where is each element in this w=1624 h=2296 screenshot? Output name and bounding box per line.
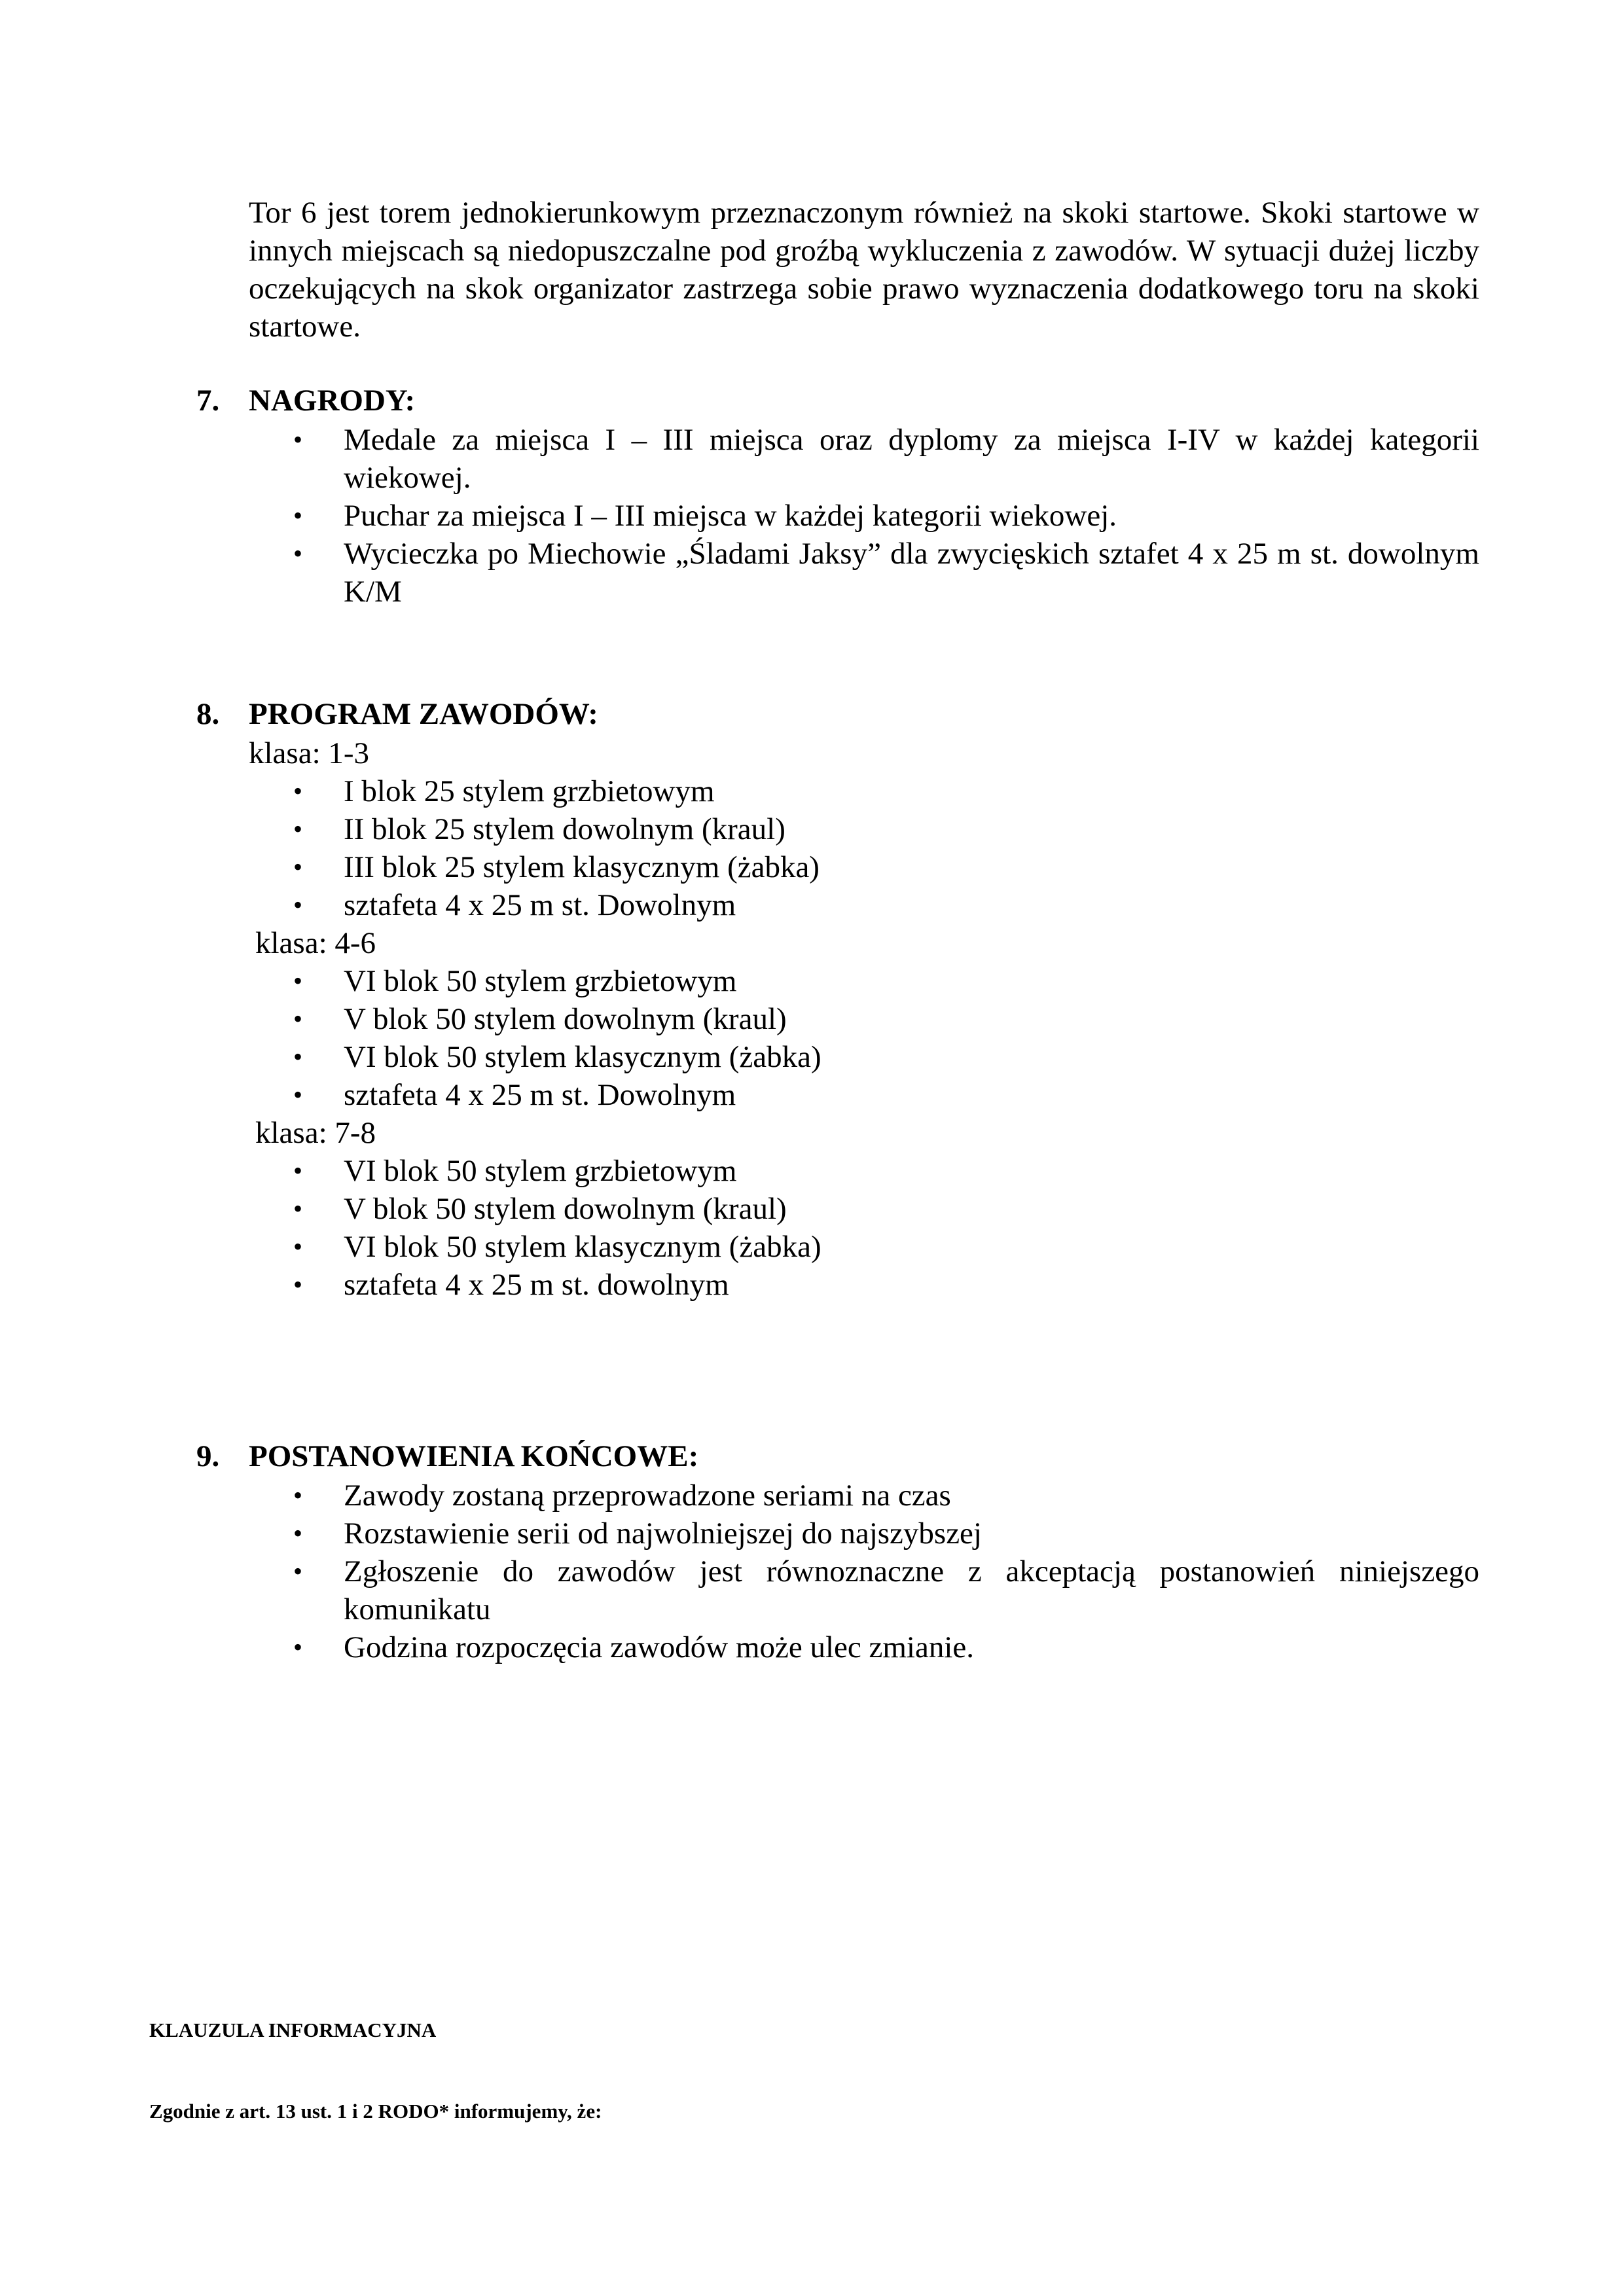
section-title: POSTANOWIENIA KOŃCOWE:: [249, 1439, 699, 1473]
list-item: • Godzina rozpoczęcia zawodów może ulec zmianie.: [196, 1628, 1479, 1666]
bullet-icon: •: [293, 966, 303, 996]
bullet-icon: •: [293, 1004, 303, 1033]
list-item: • VI blok 50 stylem grzbietowym: [196, 962, 1479, 1000]
section-nagrody: [196, 382, 1479, 611]
list-item: • sztafeta 4 x 25 m st. Dowolnym: [196, 886, 1479, 924]
bullet-icon: •: [293, 1270, 303, 1299]
bullet-icon: •: [293, 1156, 303, 1185]
bullet-list: [196, 962, 1479, 1114]
section-program-zawodow: [196, 695, 1479, 1304]
bullet-list: [196, 421, 1479, 611]
group-label: klasa: 1-3: [249, 736, 370, 770]
bullet-icon: •: [293, 501, 303, 530]
bullet-icon: •: [293, 539, 303, 568]
list-item: • Puchar za miejsca I – III miejsca w każdej kategorii wiekowej.: [196, 497, 1479, 535]
list-item: • sztafeta 4 x 25 m st. Dowolnym: [196, 1076, 1479, 1114]
list-item: • Zgłoszenie do zawodów jest równoznaczne z akceptacją postanowień niniejszego komunikatu: [196, 1552, 1479, 1628]
intro-paragraph: Tor 6 jest torem jednokierunkowym przeznaczonym również na skoki startowe. Skoki startowe w innych miejscach są niedopuszczalne pod groźbą wykluczenia z zawodów. W sytuacji dużej liczby oczekujących na skok organizator zastrzega sobie prawo wyznaczenia dodatkowego toru na skoki startowe.: [249, 196, 1479, 344]
bullet-icon: •: [293, 1556, 303, 1586]
list-item: • VI blok 50 stylem klasycznym (żabka): [196, 1038, 1479, 1076]
list-item: • V blok 50 stylem dowolnym (kraul): [196, 1000, 1479, 1038]
bullet-icon: •: [293, 814, 303, 844]
list-item: • V blok 50 stylem dowolnym (kraul): [196, 1190, 1479, 1228]
list-item: • sztafeta 4 x 25 m st. dowolnym: [196, 1266, 1479, 1304]
section-number: 9.: [196, 1439, 220, 1473]
bullet-icon: •: [293, 1194, 303, 1223]
bullet-icon: •: [293, 776, 303, 806]
klauzula-intro: Zgodnie z art. 13 ust. 1 i 2 RODO* informujemy, że:: [149, 2100, 602, 2123]
bullet-icon: •: [293, 852, 303, 882]
bullet-icon: •: [293, 1480, 303, 1510]
list-item: • Rozstawienie serii od najwolniejszej do najszybszej: [196, 1515, 1479, 1552]
section-heading: [196, 382, 1479, 421]
bullet-icon: •: [293, 425, 303, 454]
bullet-list: [196, 1152, 1479, 1304]
group-label: klasa: 4-6: [255, 926, 376, 960]
list-item: • III blok 25 stylem klasycznym (żabka): [196, 848, 1479, 886]
bullet-icon: •: [293, 1518, 303, 1548]
list-item: • II blok 25 stylem dowolnym (kraul): [196, 810, 1479, 848]
section-postanowienia-koncowe: [196, 1437, 1479, 1666]
section-number: 8.: [196, 697, 220, 731]
bullet-icon: •: [293, 1042, 303, 1071]
section-title: PROGRAM ZAWODÓW:: [249, 697, 598, 731]
klauzula-title: KLAUZULA INFORMACYJNA: [149, 2018, 437, 2041]
section-number: 7.: [196, 384, 220, 418]
bullet-list: [196, 1477, 1479, 1666]
bullet-list: [196, 772, 1479, 924]
bullet-icon: •: [293, 1632, 303, 1662]
group-label: klasa: 7-8: [255, 1116, 376, 1150]
list-item: • VI blok 50 stylem grzbietowym: [196, 1152, 1479, 1190]
list-item: • Zawody zostaną przeprowadzone seriami na czas: [196, 1477, 1479, 1515]
bullet-icon: •: [293, 1232, 303, 1261]
section-title: NAGRODY:: [249, 384, 416, 418]
list-item: • VI blok 50 stylem klasycznym (żabka): [196, 1228, 1479, 1266]
list-item: • Medale za miejsca I – III miejsca oraz dyplomy za miejsca I-IV w każdej kategorii wiekowej.: [196, 421, 1479, 497]
bullet-icon: •: [293, 890, 303, 920]
list-item: • I blok 25 stylem grzbietowym: [196, 772, 1479, 810]
list-item: • Wycieczka po Miechowie „Śladami Jaksy” dla zwycięskich sztafet 4 x 25 m st. dowolnym K/M: [196, 535, 1479, 611]
section-heading: [196, 1437, 1479, 1477]
section-heading: [196, 695, 1479, 734]
bullet-icon: •: [293, 1080, 303, 1109]
